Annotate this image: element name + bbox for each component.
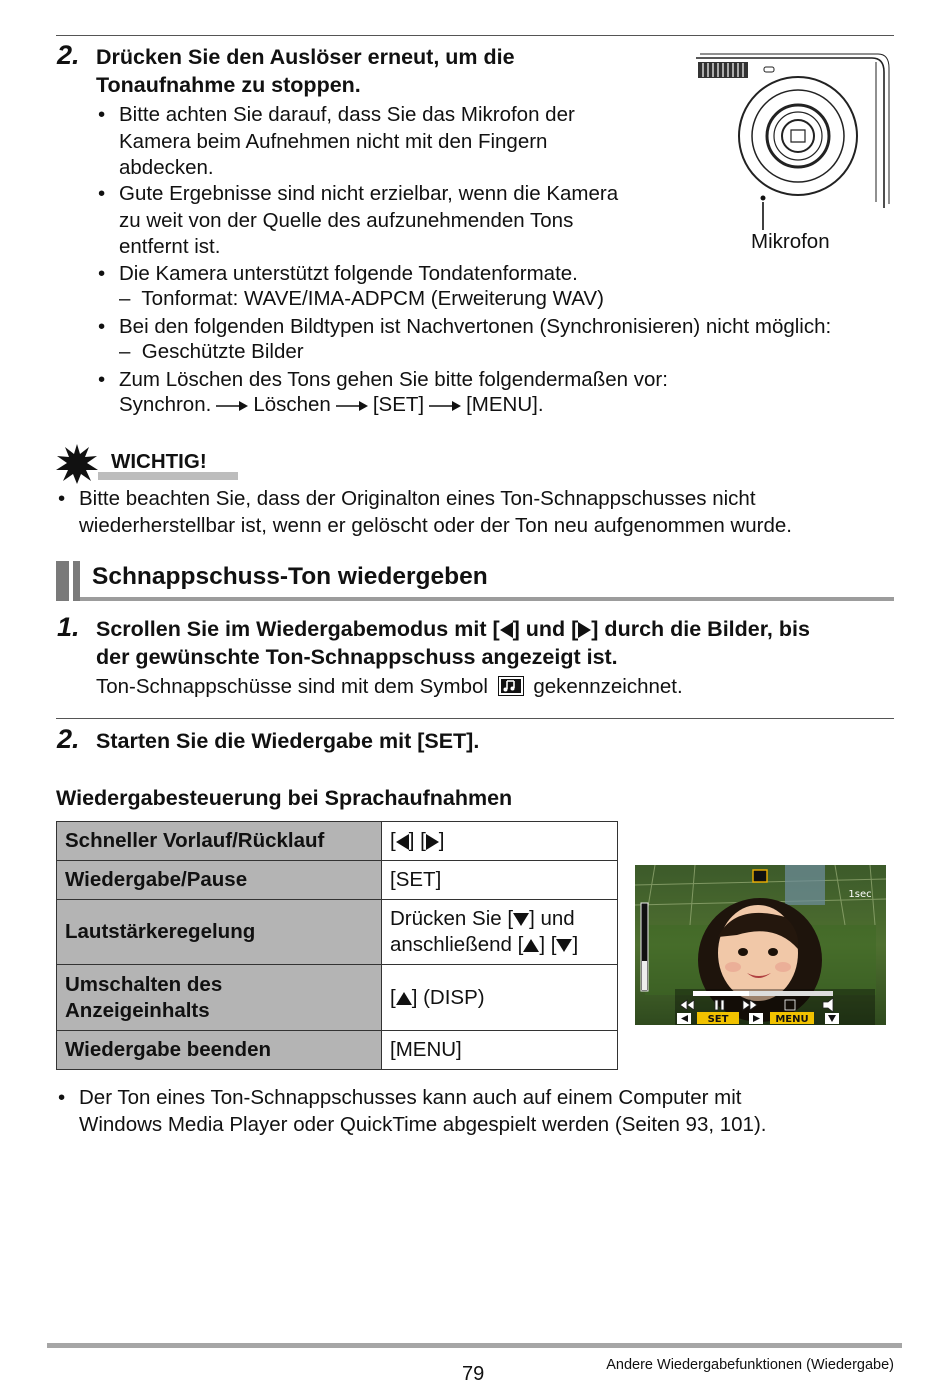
dash-format: – Tonformat: WAVE/IMA-ADPCM (Erweiterung WAV) xyxy=(119,287,604,310)
right-arrow-icon xyxy=(578,622,591,638)
camera-microphone-illustration xyxy=(690,52,890,237)
arrow-right-icon xyxy=(335,400,369,412)
step-heading: Drücken Sie den Auslöser erneut, um die Tonaufnahme zu stoppen. xyxy=(96,45,515,97)
table-row xyxy=(57,1031,618,1070)
step-number: 2. xyxy=(57,40,80,70)
step-number: 1. xyxy=(57,612,80,642)
page-number: 79 xyxy=(462,1363,485,1385)
controls-title: Wiedergabesteuerung bei Sprachaufnahmen xyxy=(56,786,513,810)
dash-protected: – Geschützte Bilder xyxy=(119,340,304,363)
left-arrow-icon xyxy=(500,622,513,638)
table-row xyxy=(57,900,618,965)
table-row xyxy=(57,861,618,900)
controls-table xyxy=(56,821,618,1070)
important-label: WICHTIG! xyxy=(111,450,207,473)
up-arrow-icon xyxy=(396,992,412,1005)
section-title: Schnappschuss-Ton wiedergeben xyxy=(92,563,488,590)
set-key-label: SET xyxy=(707,1014,729,1025)
control-key: Wiedergabe beenden xyxy=(57,1031,382,1070)
voice-snapshot-icon xyxy=(498,676,524,696)
up-arrow-icon xyxy=(523,939,539,952)
control-value: Drücken Sie [ ] und anschließend [ ] [ ] xyxy=(382,900,618,965)
table-row xyxy=(57,965,618,1031)
arrow-right-icon xyxy=(215,400,249,412)
step-heading: Starten Sie die Wiedergabe mit [SET]. xyxy=(96,729,480,753)
menu-key-label: MENU xyxy=(775,1014,809,1025)
section-marker xyxy=(56,561,69,601)
step-number: 2. xyxy=(57,724,80,754)
table-row xyxy=(57,822,618,861)
microphone-label: Mikrofon xyxy=(751,230,830,253)
control-key: Schneller Vorlauf/Rücklauf xyxy=(57,822,382,861)
footer-rule xyxy=(47,1343,902,1348)
section-marker xyxy=(73,561,80,601)
control-value: [MENU] xyxy=(382,1031,618,1070)
control-key: Wiedergabe/Pause xyxy=(57,861,382,900)
step-divider xyxy=(56,718,894,719)
chapter-title: Andere Wiedergabefunktionen (Wiedergabe) xyxy=(606,1357,894,1373)
arrow-right-icon xyxy=(428,400,462,412)
delete-path: Synchron. Löschen [SET] [MENU]. xyxy=(119,393,544,416)
left-arrow-icon xyxy=(396,834,409,850)
control-value: [ ] [ ] xyxy=(382,822,618,861)
top-rule xyxy=(56,35,894,36)
control-key: Umschalten des Anzeigeinhalts xyxy=(57,965,382,1031)
step-body: Ton-Schnappschüsse sind mit dem Symbol gekennzeichnet. xyxy=(96,675,683,698)
control-key: Lautstärkeregelung xyxy=(57,900,382,965)
playback-screen-image xyxy=(635,865,886,1025)
down-arrow-icon xyxy=(513,913,529,926)
down-arrow-icon xyxy=(556,939,572,952)
step-heading: Scrollen Sie im Wiedergabemodus mit [ ] und [ ] durch die Bilder, bis der gewünschte Ton-Schnappschuss angezeigt ist. xyxy=(96,617,810,669)
burst-warning-icon xyxy=(56,444,98,484)
control-value: [ ] (DISP) xyxy=(382,965,618,1031)
elapsed-time: 1sec xyxy=(848,889,872,900)
section-underline xyxy=(80,597,894,601)
control-value: [SET] xyxy=(382,861,618,900)
right-arrow-icon xyxy=(426,834,439,850)
